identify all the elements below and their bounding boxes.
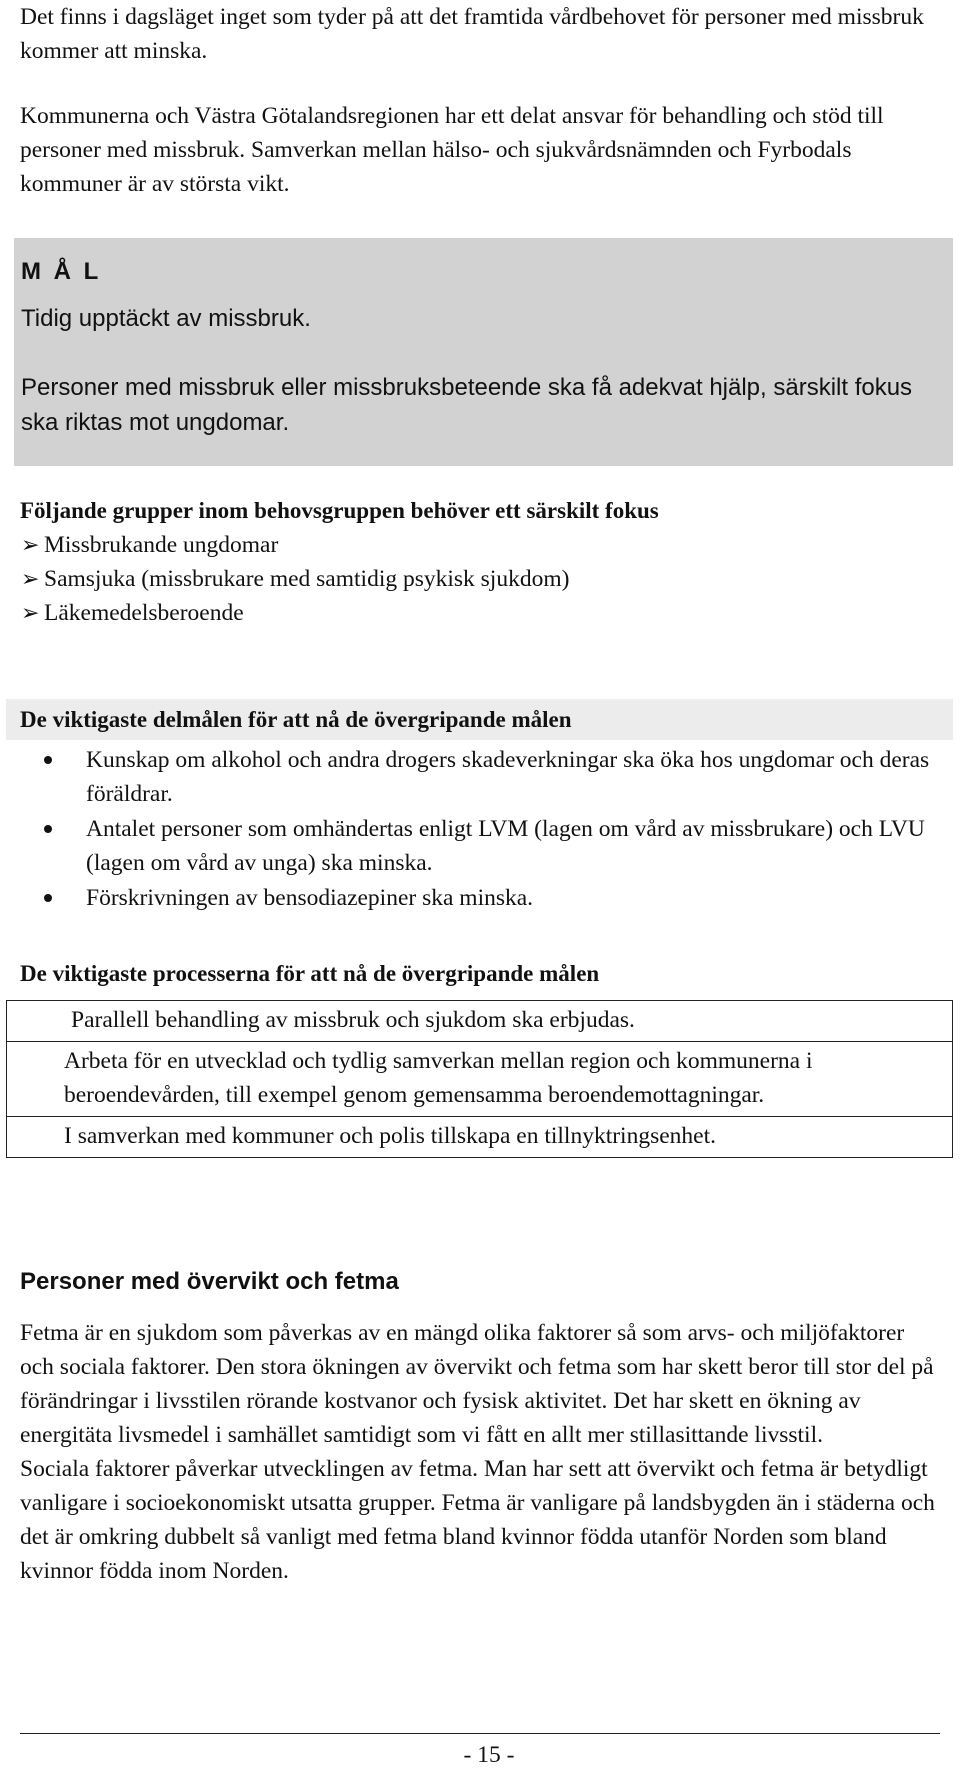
intro-section <box>20 0 940 68</box>
goal-title: M Å L <box>21 258 102 285</box>
list-item: ➢ Samsjuka (missbrukare med samtidig psykisk sjukdom) <box>0 562 940 596</box>
bullet-dot-icon <box>44 756 52 764</box>
goal-line-1: Tidig upptäckt av missbruk. <box>21 305 311 332</box>
intro-paragraph-2: Kommunerna och Västra Götalandsregionen har ett delat ansvar för behandling och stöd till personer med missbruk. Samverkan mellan hälso- och sjukvårdsnämnden och Fyrbodals kommuner är av största vikt. <box>20 103 884 197</box>
table-row <box>7 1117 953 1158</box>
intro-section-2 <box>20 99 940 201</box>
obesity-heading: Personer med övervikt och fetma <box>20 1268 399 1295</box>
obesity-body <box>20 1316 938 1588</box>
subgoals-list <box>0 743 940 915</box>
table-cell: I samverkan med kommuner och polis tillskapa en tillnyktringsenhet. <box>7 1117 953 1158</box>
page-number: - 15 - <box>463 1742 515 1768</box>
list-item: Antalet personer som omhändertas enligt LVM (lagen om vård av missbrukare) och LVU (lagen om vård av unga) ska minska. <box>0 812 940 880</box>
bullet-dot-icon <box>44 894 52 902</box>
list-item: Förskrivningen av bensodiazepiner ska minska. <box>0 881 940 915</box>
arrow-bullet-icon: ➢ <box>21 566 40 591</box>
list-item: ➢ Läkemedelsberoende <box>0 596 940 630</box>
arrow-bullet-icon: ➢ <box>21 532 40 557</box>
list-item: ➢ Missbrukande ungdomar <box>0 528 940 562</box>
obesity-heading-wrap <box>20 1268 940 1296</box>
processes-table <box>6 1000 953 1158</box>
focus-heading: Följande grupper inom behovsgruppen behöver ett särskilt fokus <box>20 498 659 523</box>
focus-list <box>0 528 940 630</box>
subgoals-heading: De viktigaste delmålen för att nå de övergripande målen <box>20 707 572 732</box>
table-cell: Arbeta för en utvecklad och tydlig samverkan mellan region och kommunerna i beroendevården, till exempel genom gemensamma beroendemottagningar. <box>7 1042 953 1117</box>
goal-box <box>14 238 953 466</box>
processes-heading: De viktigaste processerna för att nå de övergripande målen <box>20 961 600 986</box>
table-row <box>7 1042 953 1117</box>
obesity-paragraph-1: Fetma är en sjukdom som påverkas av en mängd olika faktorer så som arvs- och miljöfaktorer och sociala faktorer. Den stora ökningen av övervikt och fetma som har skett beror till stor del på förändringar i livsstilen rörande kostvanor och fysisk aktivitet. Det har skett en ökning av energitäta livsmedel i samhället samtidigt som vi fått en allt mer stillasittande livsstil. <box>20 1320 934 1448</box>
obesity-paragraph-2: Sociala faktorer påverkar utvecklingen av fetma. Man har sett att övervikt och fetma är betydligt vanligare i socioekonomiskt utsatta grupper. Fetma är vanligare på landsbygden än i städerna och det är omkring dubbelt så vanligt med fetma bland kvinnor födda utanför Norden som bland kvinnor födda inom Norden. <box>20 1456 935 1584</box>
arrow-bullet-icon: ➢ <box>21 600 40 625</box>
goal-line-2: Personer med missbruk eller missbruksbeteende ska få adekvat hjälp, särskilt fokus ska riktas mot ungdomar. <box>21 374 913 436</box>
list-item: Kunskap om alkohol och andra drogers skadeverkningar ska öka hos ungdomar och deras föräldrar. <box>0 743 940 811</box>
intro-paragraph-1: Det finns i dagsläget inget som tyder på att det framtida vårdbehovet för personer med missbruk kommer att minska. <box>20 4 924 64</box>
table-row <box>7 1001 953 1042</box>
table-cell: Parallell behandling av missbruk och sjukdom ska erbjudas. <box>7 1001 953 1042</box>
footer-rule <box>20 1733 940 1734</box>
bullet-dot-icon <box>44 825 52 833</box>
focus-section <box>20 494 940 630</box>
processes-heading-wrap <box>20 957 940 991</box>
subgoals-section <box>20 703 940 916</box>
